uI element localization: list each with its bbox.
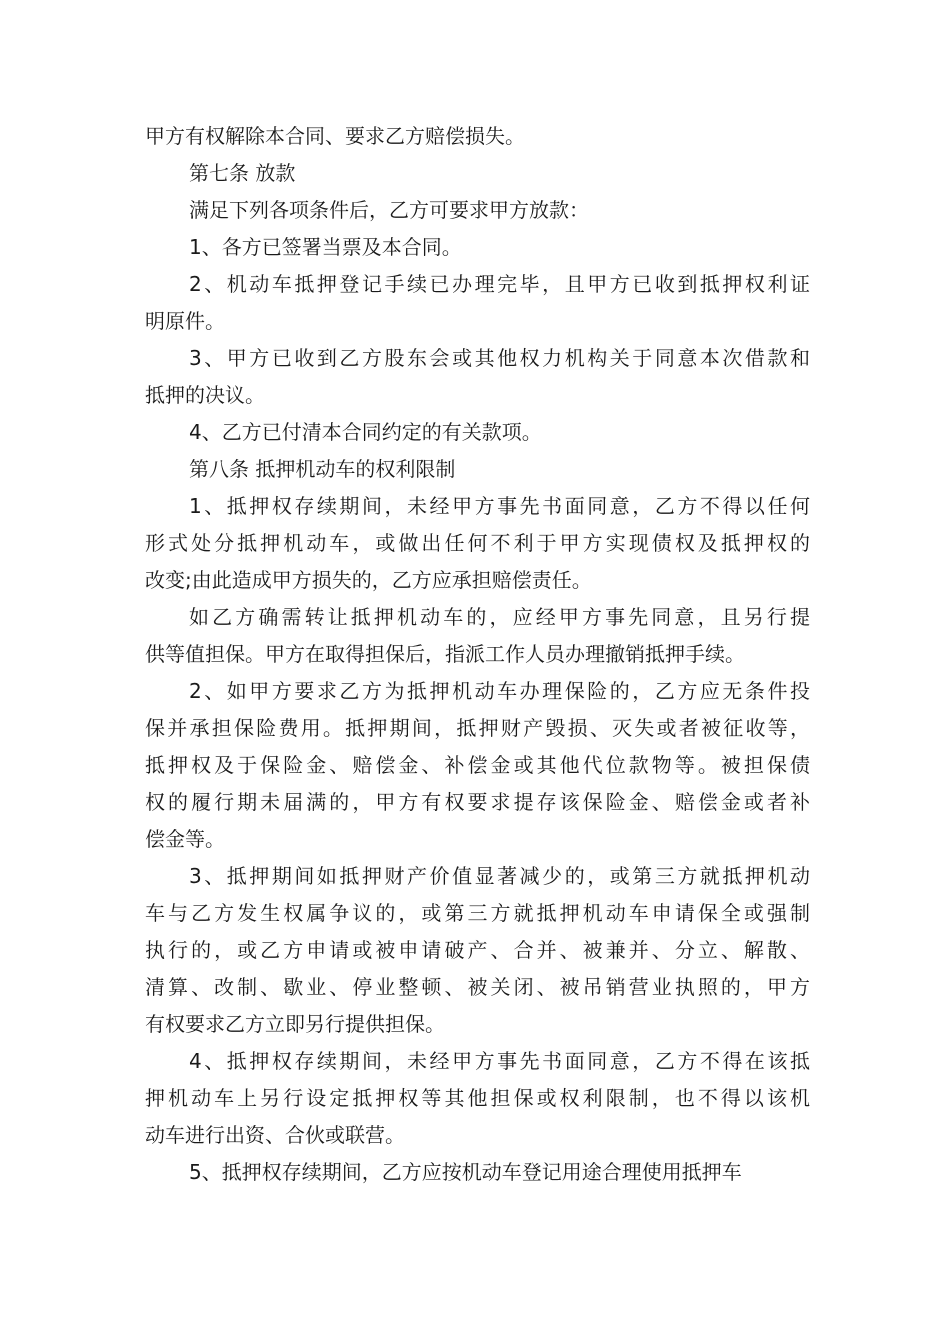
paragraph — [145, 229, 810, 266]
paragraph-line: 抵押权及于保险金、赔偿金、补偿金或其他代位款物等。被担保债 — [145, 753, 810, 777]
paragraph-line: 保并承担保险费用。抵押期间，抵押财产毁损、灭失或者被征收等， — [145, 716, 810, 740]
paragraph — [145, 266, 810, 340]
paragraph-line: 1、各方已签署当票及本合同。 — [189, 235, 462, 259]
paragraph-line: 明原件。 — [145, 309, 225, 333]
paragraph-line: 权的履行期未届满的，甲方有权要求提存该保险金、赔偿金或者补 — [145, 790, 810, 814]
paragraph-line: 执行的，或乙方申请或被申请破产、合并、被兼并、分立、解散、 — [145, 938, 810, 962]
paragraph — [145, 1043, 810, 1154]
paragraph-line: 1、抵押权存续期间，未经甲方事先书面同意，乙方不得以任何 — [189, 494, 810, 518]
paragraph-line: 4、抵押权存续期间，未经甲方事先书面同意，乙方不得在该抵 — [189, 1049, 810, 1073]
paragraph-line: 3、抵押期间如抵押财产价值显著减少的，或第三方就抵押机动 — [189, 864, 810, 888]
paragraph-line: 2、机动车抵押登记手续已办理完毕，且甲方已收到抵押权利证 — [189, 272, 810, 296]
paragraph-line: 有权要求乙方立即另行提供担保。 — [145, 1012, 445, 1036]
paragraph-line: 3、甲方已收到乙方股东会或其他权力机构关于同意本次借款和 — [189, 346, 810, 370]
paragraph — [145, 340, 810, 414]
paragraph — [145, 118, 810, 155]
paragraph-line: 押机动车上另行设定抵押权等其他担保或权利限制，也不得以该机 — [145, 1086, 810, 1110]
paragraph — [145, 488, 810, 599]
paragraph-line: 形式处分抵押机动车，或做出任何不利于甲方实现债权及抵押权的 — [145, 531, 810, 555]
paragraph-line: 第八条 抵押机动车的权利限制 — [189, 457, 456, 481]
paragraph — [145, 1154, 810, 1191]
paragraph-line: 改变;由此造成甲方损失的，乙方应承担赔偿责任。 — [145, 568, 592, 592]
paragraph — [145, 599, 810, 673]
paragraph — [145, 858, 810, 1043]
paragraph — [145, 451, 810, 488]
paragraph-line: 车与乙方发生权属争议的，或第三方就抵押机动车申请保全或强制 — [145, 901, 810, 925]
paragraph-line: 2、如甲方要求乙方为抵押机动车办理保险的，乙方应无条件投 — [189, 679, 810, 703]
paragraph-line: 抵押的决议。 — [145, 383, 265, 407]
document-body — [145, 118, 810, 1191]
paragraph — [145, 155, 810, 192]
paragraph — [145, 192, 810, 229]
paragraph-line: 动车进行出资、合伙或联营。 — [145, 1123, 405, 1147]
paragraph-line: 第七条 放款 — [189, 161, 296, 185]
paragraph-line: 满足下列各项条件后，乙方可要求甲方放款： — [189, 198, 589, 222]
paragraph-line: 如乙方确需转让抵押机动车的，应经甲方事先同意，且另行提 — [189, 605, 810, 629]
paragraph-line: 4、乙方已付清本合同约定的有关款项。 — [189, 420, 542, 444]
paragraph-line: 5、抵押权存续期间，乙方应按机动车登记用途合理使用抵押车 — [189, 1160, 742, 1184]
paragraph-line: 偿金等。 — [145, 827, 225, 851]
paragraph-line: 甲方有权解除本合同、要求乙方赔偿损失。 — [145, 124, 525, 148]
paragraph-line: 供等值担保。甲方在取得担保后，指派工作人员办理撤销抵押手续。 — [145, 642, 745, 666]
paragraph — [145, 673, 810, 858]
paragraph — [145, 414, 810, 451]
paragraph-line: 清算、改制、歇业、停业整顿、被关闭、被吊销营业执照的，甲方 — [145, 975, 810, 999]
